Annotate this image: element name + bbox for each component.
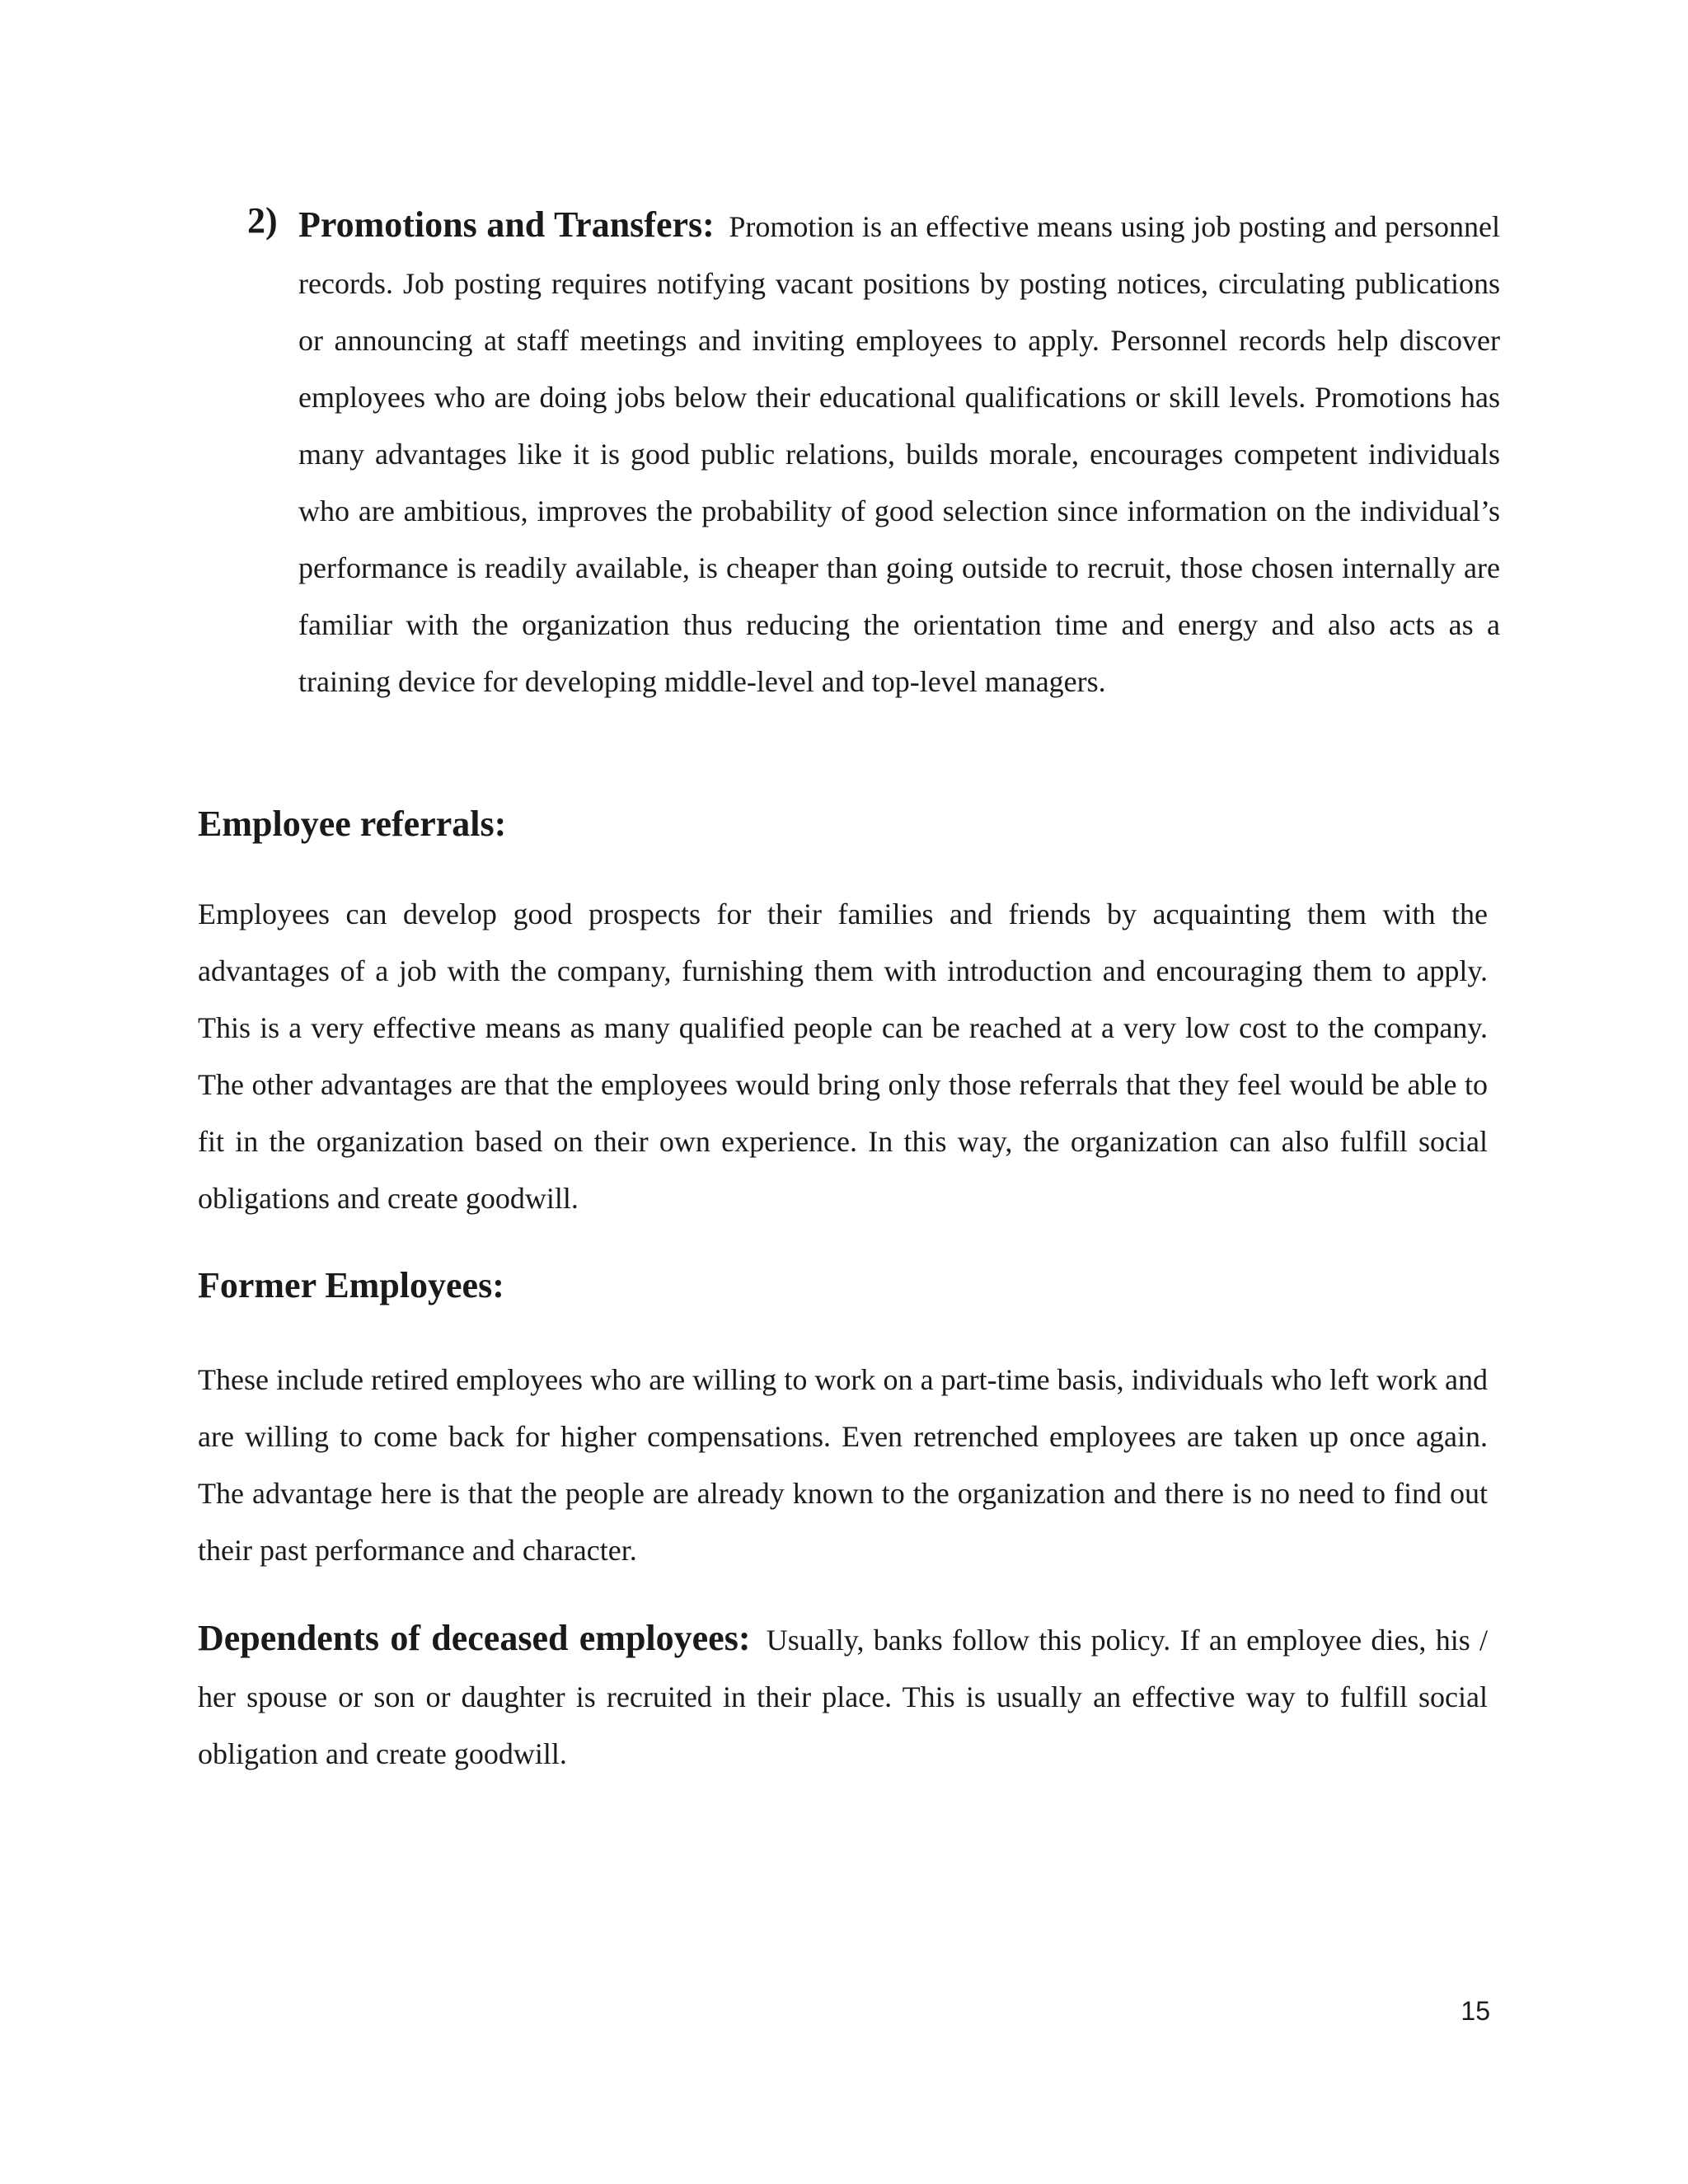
item-number: 2) [247, 200, 278, 241]
former-employees-paragraph: These include retired employees who are willing to work on a part-time basis, individuals who left work and are willing to come back for higher compensations. Even retrenched employees are taken up once again. The advantage here is that the people are already known to the organization and there is no need to find out their past performance and character. [198, 1363, 1488, 1567]
promotions-item [247, 196, 1500, 710]
promotions-title: Promotions and Transfers: [298, 204, 715, 245]
promotions-paragraph [298, 196, 1500, 710]
employee-referrals-heading: Employee referrals: [198, 804, 507, 844]
former-employees-heading: Former Employees: [198, 1265, 504, 1305]
page-number: 15 [1461, 1996, 1490, 2026]
dependents-text: Usually, banks follow this policy. If an employee dies, his / her spouse or son or daughter is recruited in their place. This is usually an effective way to fulfill social obligation and create goodwill. [198, 1624, 1489, 1770]
dependents-heading: Dependents of deceased employees: [198, 1618, 751, 1658]
promotions-text: Promotion is an effective means using job posting and personnel records. Job posting requires notifying vacant positions by posting notices, circulating publications or announcing at staff meetings and inviting employees to apply. Personnel records help discover employees who are doing jobs below their educational qualifications or skill levels. Promotions has many advantages like it is good public relations, builds morale, encourages competent individuals who are ambitious, improves the probability of good selection since information on the individual’s performance is readily available, is cheaper than going outside to recruit, those chosen internally are familiar with the organization thus reducing the orientation time and energy and also acts as a training device for developing middle-level and top-level managers. [298, 210, 1500, 698]
dependents-paragraph [198, 1610, 1488, 1783]
employee-referrals-paragraph: Employees can develop good prospects for their families and friends by acquainting them with the advantages of a job with the company, furnishing them with introduction and encouraging them to apply. This is a very effective means as many qualified people can be reached at a very low cost to the company. The other advantages are that the employees would bring only those referrals that they feel would be able to fit in the organization based on their own experience. In this way, the organization can also fulfill social obligations and create goodwill. [198, 898, 1488, 1215]
